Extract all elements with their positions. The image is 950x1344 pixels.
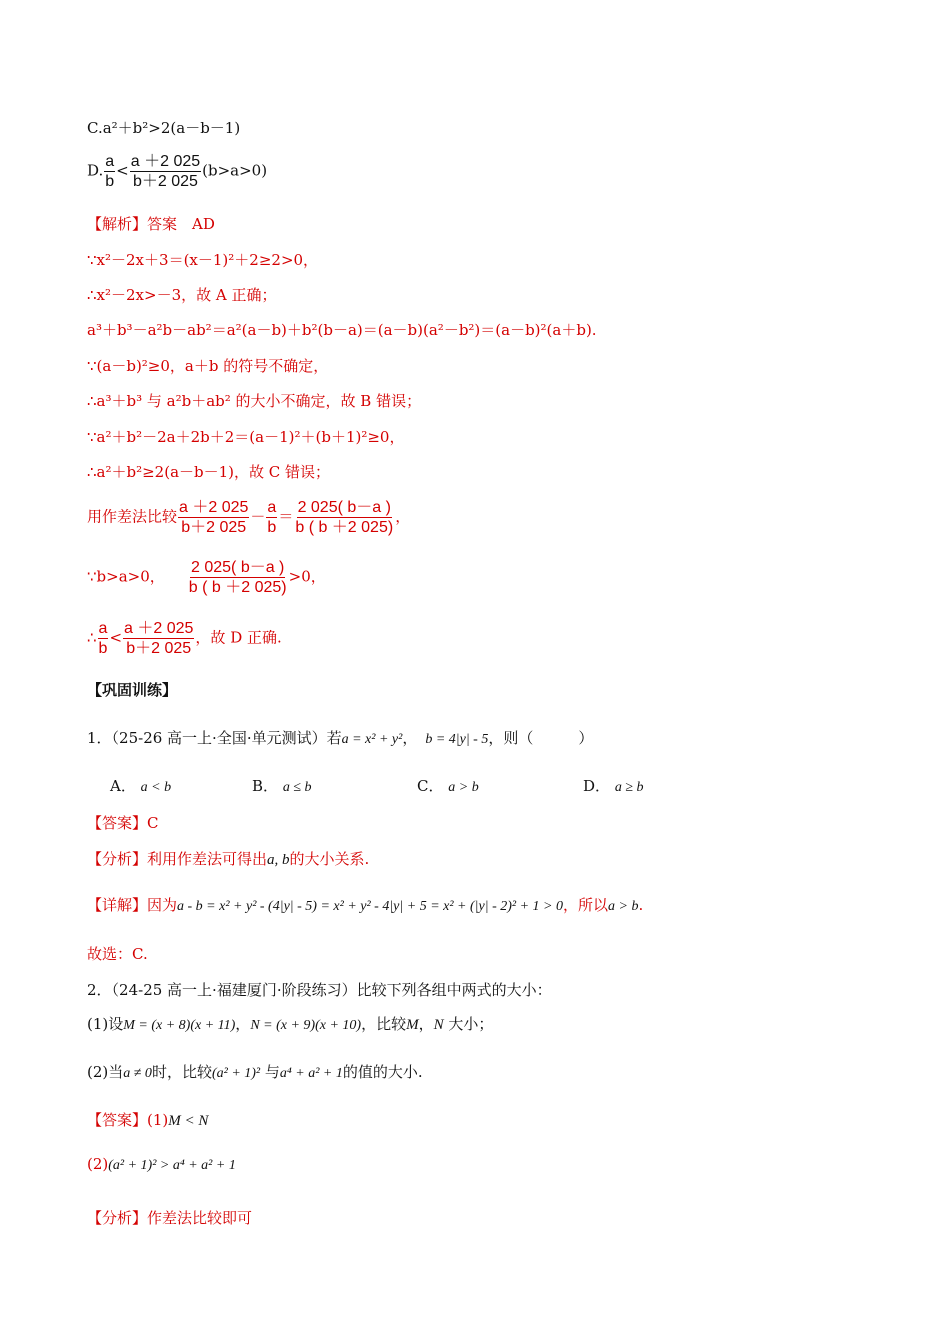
analysis-line: ∵a²＋b²－2a＋2b＋2＝(a－1)²＋(b＋1)²≥0，	[87, 428, 405, 446]
analysis-sign-line: ∵b>a>0， $\frac{2 025( b-a )}{b ( b +2 025)}$ >0，	[87, 559, 326, 596]
fraction: $\frac{a +2 025}{b+2 025}$	[130, 153, 201, 190]
analysis-line: ∴x²－2x>－3，故 A 正确；	[87, 286, 277, 304]
analysis-line: ∴a²＋b²≥2(a－b－1)，故 C 错误；	[87, 463, 331, 481]
q1-option-a[interactable]: A． a < b	[110, 777, 172, 795]
fraction: $\frac{a +2 025}{b+2 025}$	[124, 620, 194, 657]
q1-select: 故选：C.	[87, 945, 148, 963]
analysis-line: ∴a³＋b³ 与 a²b＋ab² 的大小不确定，故 B 错误；	[87, 392, 422, 410]
q1-option-d[interactable]: D． a ≥ b	[583, 777, 644, 795]
q2-answer: 【答案】(1)M < N	[87, 1111, 209, 1129]
fraction: $\frac{a}{b}$	[98, 620, 108, 657]
q1-analysis: 【分析】利用作差法可得出a, b的大小关系.	[87, 850, 370, 868]
fraction: $\frac{a}{b}$	[105, 153, 115, 190]
q2-part2: (2)当a ≠ 0时，比较(a² + 1)² 与a⁴ + a² + 1的值的大小.	[87, 1063, 423, 1081]
analysis-difference-line: 用作差法比较 $\frac{a +2 025}{b+2 025}$ － $\frac{a}{b}$ ＝ $\frac{2 025( b-a )}{b ( b +2 025)}$ ，	[87, 499, 411, 536]
q1-option-c[interactable]: C． a > b	[417, 777, 479, 795]
analysis-line: ∵(a－b)²≥0，a＋b 的符号不确定，	[87, 357, 329, 375]
analysis-label: 【解析】答案 AD	[87, 215, 215, 233]
q1-answer: 【答案】C	[87, 814, 159, 832]
q1-detail: 【详解】因为a - b = x² + y² - (4|y| - 5) = x² + y² - 4|y| + 5 = x² + (|y| - 2)² + 1 > 0，所以a > b.	[87, 896, 644, 914]
analysis-line: ∵x²－2x＋3＝(x－1)²＋2≥2>0，	[87, 251, 319, 269]
option-c: C.a²＋b²>2(a－b－1)	[87, 119, 241, 137]
fraction: $\frac{2 025( b-a )}{b ( b +2 025)}$	[295, 499, 394, 536]
q1-option-b[interactable]: B． a ≤ b	[252, 777, 312, 795]
analysis-line: a³＋b³－a²b－ab²＝a²(a－b)＋b²(b－a)＝(a－b)(a²－b²)＝(a－b)²(a＋b).	[87, 321, 597, 339]
q2-part1: (1)设M = (x + 8)(x + 11)，N = (x + 9)(x + 10)，比较M，N 大小；	[87, 1015, 494, 1033]
option-d: D. $\frac{a}{b}$ < $\frac{a +2 025}{b+2 025}$ (b>a>0)	[87, 153, 268, 190]
q2-stem: 2．（24-25 高一上·福建厦门·阶段练习）比较下列各组中两式的大小：	[87, 981, 552, 999]
q2-analysis: 【分析】作差法比较即可	[87, 1209, 253, 1227]
analysis-conclusion-line: ∴ $\frac{a}{b}$ < $\frac{a +2 025}{b+2 025}$ ，故 D 正确.	[87, 620, 282, 657]
fraction: $\frac{a +2 025}{b+2 025}$	[179, 499, 249, 536]
q2-answer-2: (2)(a² + 1)² > a⁴ + a² + 1	[87, 1155, 236, 1173]
fraction: $\frac{2 025( b-a )}{b ( b +2 025)}$	[188, 559, 287, 596]
section-heading: 【巩固训练】	[87, 681, 178, 699]
fraction: $\frac{a}{b}$	[267, 499, 277, 536]
q1-stem: 1．（25-26 高一上·全国·单元测试）若a = x² + y²， b = 4|y| - 5，则（ ）	[87, 729, 594, 747]
